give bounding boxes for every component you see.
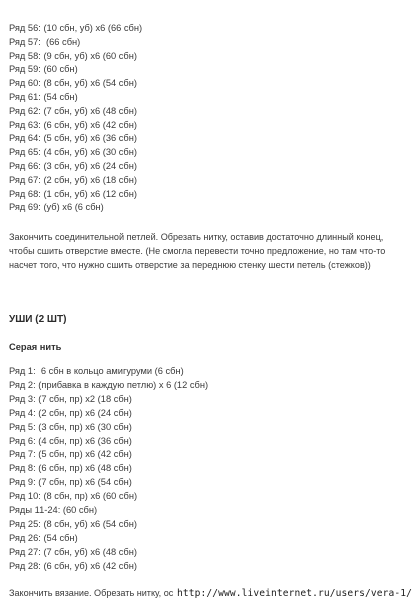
pattern-row: Ряд 66: (3 сбн, уб) х6 (24 сбн) bbox=[9, 160, 137, 171]
rows-list-top bbox=[9, 22, 142, 215]
rows-list-bottom bbox=[9, 365, 208, 574]
pattern-row: Ряд 59: (60 сбн) bbox=[9, 64, 78, 75]
pattern-row: Ряд 3: (7 сбн, пр) х2 (18 сбн) bbox=[9, 393, 132, 404]
pattern-row: Ряд 58: (9 сбн, уб) х6 (60 сбн) bbox=[9, 50, 137, 61]
finishing-paragraph: Закончить соединительной петлей. Обрезать нитку, оставив достаточно длинный конец, чтобы сшить отверстие вместе. (Не смогла перевести точно предложение, но там что-то насчет того, что нужно сшить отверстие за переднюю стенку шести петель (стежков)) bbox=[9, 232, 386, 271]
pattern-row: Ряд 60: (8 сбн, уб) х6 (54 сбн) bbox=[9, 78, 137, 89]
pattern-row: Ряд 67: (2 сбн, уб) х6 (18 сбн) bbox=[9, 174, 137, 185]
pattern-row: Ряд 25: (8 сбн, уб) х6 (54 сбн) bbox=[9, 518, 137, 529]
pattern-row: Ряд 56: (10 сбн, уб) х6 (66 сбн) bbox=[9, 23, 143, 33]
pattern-row: Ряд 6: (4 сбн, пр) х6 (36 сбн) bbox=[9, 435, 132, 446]
pattern-row: Ряд 64: (5 сбн, уб) х6 (36 сбн) bbox=[9, 133, 137, 144]
pattern-row: Ряд 10: (8 сбн, пр) х6 (60 сбн) bbox=[9, 491, 138, 502]
pattern-row: Ряды 11-24: (60 сбн) bbox=[9, 505, 98, 516]
pattern-row: Ряд 27: (7 сбн, уб) х6 (48 сбн) bbox=[9, 546, 137, 557]
closing-line: Закончить вязание. Обрезать нитку, ос bbox=[9, 588, 174, 598]
pattern-row: Ряд 8: (6 сбн, пр) х6 (48 сбн) bbox=[9, 463, 132, 474]
section-title: УШИ (2 ШТ) bbox=[9, 314, 67, 325]
pattern-row: Ряд 26: (54 сбн) bbox=[9, 532, 78, 543]
pattern-row: Ряд 28: (6 сбн, уб) х6 (42 сбн) bbox=[9, 560, 137, 571]
pattern-row: Ряд 61: (54 сбн) bbox=[9, 91, 78, 102]
pattern-row: Ряд 9: (7 сбн, пр) х6 (54 сбн) bbox=[9, 477, 132, 488]
pattern-row: Ряд 2: (прибавка в каждую петлю) х 6 (12 сбн) bbox=[9, 379, 209, 390]
pattern-row: Ряд 5: (3 сбн, пр) х6 (30 сбн) bbox=[9, 421, 132, 432]
pattern-row: Ряд 57: (66 сбн) bbox=[9, 36, 81, 47]
pattern-row: Ряд 4: (2 сбн, пр) х6 (24 сбн) bbox=[9, 407, 132, 418]
watermark-url: http://www.liveinternet.ru/users/vera-1/ bbox=[177, 588, 413, 599]
pattern-row: Ряд 65: (4 сбн, уб) х6 (30 сбн) bbox=[9, 147, 137, 158]
pattern-row: Ряд 69: (уб) х6 (6 сбн) bbox=[9, 202, 104, 213]
pattern-row: Ряд 7: (5 сбн, пр) х6 (42 сбн) bbox=[9, 449, 132, 460]
pattern-row: Ряд 63: (6 сбн, уб) х6 (42 сбн) bbox=[9, 119, 137, 130]
pattern-row: Ряд 68: (1 сбн, уб) х6 (12 сбн) bbox=[9, 188, 137, 199]
pattern-row: Ряд 62: (7 сбн, уб) х6 (48 сбн) bbox=[9, 105, 137, 116]
yarn-color-subtitle: Серая нить bbox=[9, 342, 62, 352]
pattern-row: Ряд 1: 6 сбн в кольцо амигуруми (6 сбн) bbox=[9, 366, 184, 376]
